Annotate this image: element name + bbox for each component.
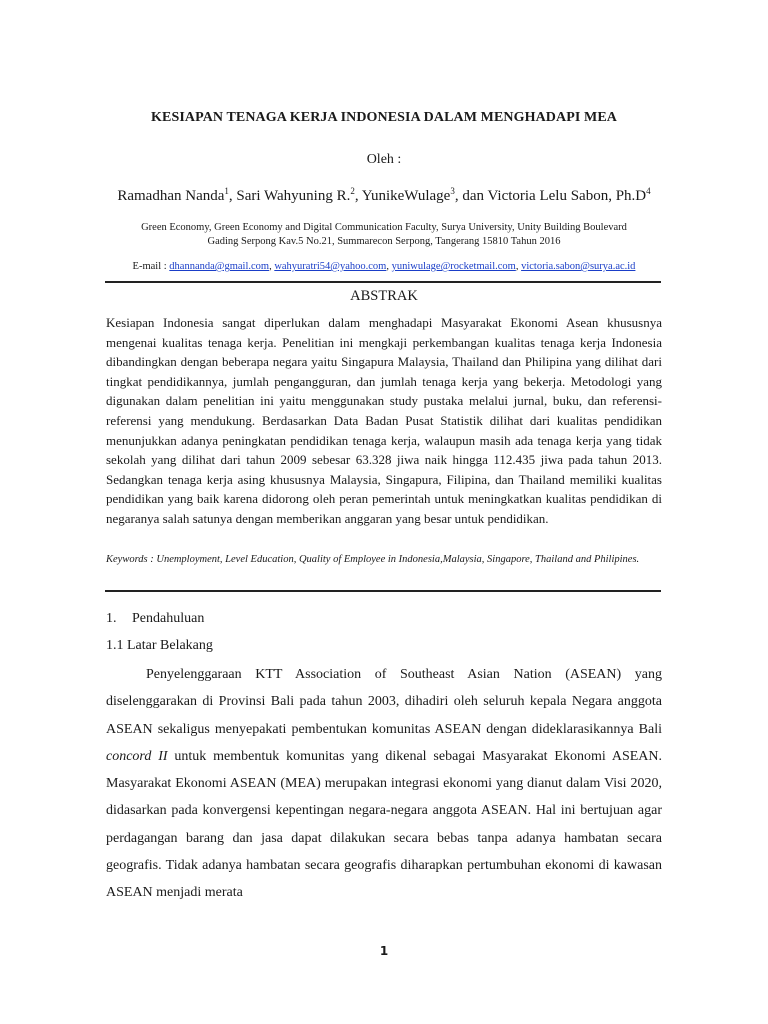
author-name: Ramadhan Nanda [117,188,225,204]
author-name: Victoria Lelu Sabon, Ph.D [487,188,647,204]
author-affiliation-mark: 3 [450,186,455,196]
email-link[interactable]: yuniwulage@rocketmail.com [391,261,516,272]
bottom-divider [105,590,661,592]
section-title: Pendahuluan [132,611,205,626]
author-name: Sari Wahyuning R. [236,188,351,204]
page-number: 1 [379,944,389,958]
author-separator: , dan [454,188,488,204]
author-affiliation-mark: 1 [224,186,229,196]
section-number: 1. [106,611,117,626]
author-name: YunikeWulage [361,188,451,204]
affiliation [0,221,768,248]
affiliation-line: Gading Serpong Kav.5 No.21, Summarecon Serpong, Tangerang 15810 Tahun 2016 [207,235,561,247]
abstract-text: Kesiapan Indonesia sangat diperlukan dalam menghadapi Masyarakat Ekonomi Asean khususnya mengenai kualitas tenaga kerja. Penelitian ini mengkaji perkembangan kualitas tenaga kerja Indonesia dibandingkan dengan beberapa negara yaitu Singapura Malaysia, Thailand dan Philipina yang dilihat dari tingkat pendidikannya, jumlah pengangguran, dan jumlah tenaga kerja yang bekerja. Metodologi yang digunakan dalam penelitian ini yaitu menggunakan study pustaka melalui jurnal, buku, dan referensi-referensi yang mendukung. Berdasarkan Data Badan Pusat Statistik dilihat dari kualitas pendidikan menunjukkan adanya peningkatan pendidikan tenaga kerja, walaupun masih ada tenaga kerja yang tidak sekolah yang dilihat dari tahun 2009 sebesar 63.328 jiwa naik hingga 112.435 jiwa pada tahun 2013. Sedangkan tenaga kerja asing khususnya Malaysia, Singapura, Filipina, dan Thailand memiliki kualitas pendidikan yang baik karena didorong oleh peran pemerintah untuk meningkatkan kualitas pendidikan di negaranya salah satunya dengan memberikan anggaran yang besar untuk pendidikan. [106,315,662,526]
email-link[interactable]: wahyuratri54@yahoo.com [274,261,387,272]
body-text: untuk membentuk komunitas yang dikenal sebagai Masyarakat Ekonomi ASEAN. Masyarakat Ekonomi ASEAN (MEA) merupakan integrasi ekonomi yang dianut dalam Visi 2020, didasarkan pada konvergensi kepentingan negara-negara anggota ASEAN. Hal ini bertujuan agar perdagangan barang dan jasa dapat dilakukan secara bebas tanpa adanya hambatan secara geografis. Tidak adanya hambatan secara geografis diharapkan pertumbuhan ekonomi di kawasan ASEAN menjadi merata [106,748,663,901]
email-link[interactable]: dhannanda@gmail.com [169,261,270,272]
abstract-heading: ABSTRAK [350,288,418,304]
by-label: Oleh : [366,152,402,167]
subsection-heading: 1.1 Latar Belakang [106,638,213,653]
body-paragraph [106,661,662,907]
keywords: Keywords : Unemployment, Level Education, Quality of Employee in Indonesia,Malaysia, Singapore, Thailand and Philipines. [106,554,640,565]
author-separator: , [228,188,237,204]
paper-title: KESIAPAN TENAGA KERJA INDONESIA DALAM MENGHADAPI MEA [151,110,617,125]
top-divider [105,281,661,283]
affiliation-line: Green Economy, Green Economy and Digital Communication Faculty, Surya University, Unity Building Boulevard [141,222,627,233]
email-label: E-mail : [132,261,167,272]
body-italic-term: concord II [106,748,168,764]
body-text: Penyelenggaraan KTT Association of Southeast Asian Nation (ASEAN) yang diselenggarakan di Provinsi Bali pada tahun 2003, dihadiri oleh seluruh kepala Negara anggota ASEAN sekaligus menyepakati pembentukan komunitas ASEAN dengan dideklarasikannya Bali [106,667,662,737]
section-heading [106,611,204,627]
author-affiliation-mark: 2 [350,186,355,196]
author-separator: , [354,188,362,204]
email-line: E-mail : dhannanda@gmail.com, wahyuratri54@yahoo.com, yuniwulage@rocketmail.com, victoria.sabon@surya.ac.id [132,261,636,272]
email-link[interactable]: victoria.sabon@surya.ac.id [521,261,636,272]
author-list [0,186,768,205]
author-affiliation-mark: 4 [646,186,651,196]
